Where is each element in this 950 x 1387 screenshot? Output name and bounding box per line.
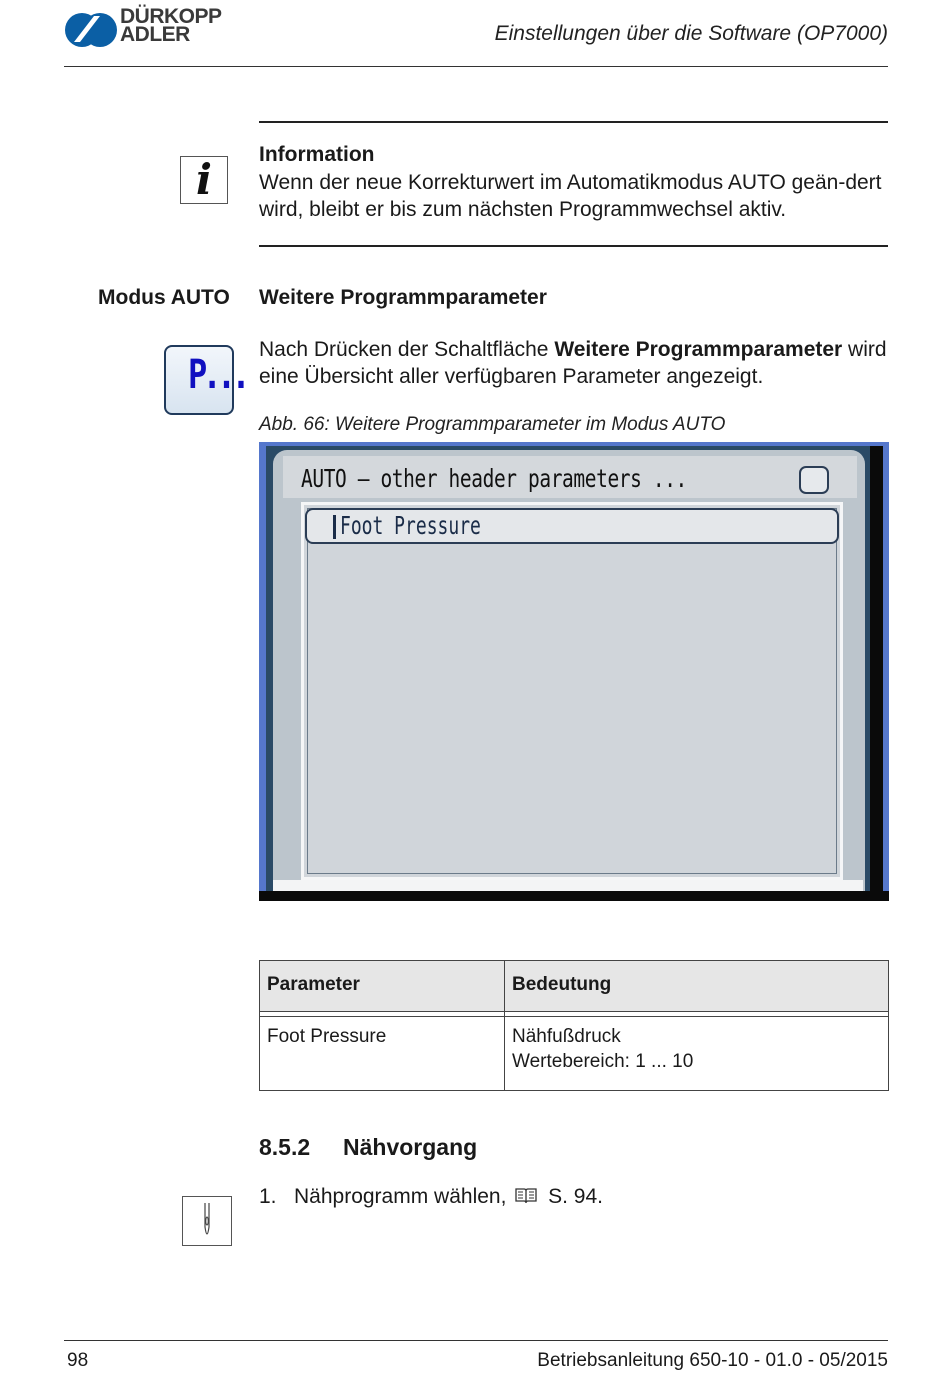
- step-number: 1.: [259, 1185, 277, 1208]
- step-text: Nähprogramm wählen,: [294, 1185, 507, 1208]
- footer-divider: [64, 1340, 888, 1341]
- panel-inner-border: [307, 508, 837, 874]
- cell-parameter: Foot Pressure: [260, 1017, 505, 1091]
- step-page-ref[interactable]: S. 94.: [548, 1185, 603, 1208]
- device-screen: [259, 442, 889, 901]
- logo-line-2: ADLER: [120, 23, 190, 46]
- screen-edge-left: [259, 442, 266, 901]
- needle-glyph-icon: [183, 1197, 231, 1245]
- info-icon: i: [180, 156, 228, 204]
- p-icon-label: P...: [188, 352, 246, 398]
- screen-edge-top: [259, 442, 889, 446]
- info-bottom-rule: [259, 245, 888, 247]
- screen-bottom-edge: [259, 891, 889, 901]
- logo-text: [120, 5, 222, 46]
- page-number: 98: [67, 1350, 89, 1371]
- parameter-list-panel: [301, 502, 843, 880]
- logo-line-1: DÜRKOPP: [120, 5, 222, 28]
- header-parameter: [260, 961, 505, 1012]
- step-1: [259, 1185, 603, 1209]
- brand-logo: [64, 5, 234, 49]
- table-row: [260, 1017, 889, 1091]
- para-text-2: wird eine Übersicht aller verfügbaren Parameter angezeigt.: [259, 338, 887, 388]
- header-bedeutung-label: Bedeutung: [512, 974, 612, 995]
- info-top-rule: [259, 121, 888, 123]
- needle-icon: [182, 1196, 232, 1246]
- section-heading: Weitere Programmparameter: [259, 286, 547, 309]
- para-text-1: Nach Drücken der Schaltfläche: [259, 338, 555, 361]
- screen-bottom-strip: [273, 880, 863, 891]
- figure-caption: Abb. 66: Weitere Programmparameter im Modus AUTO: [259, 414, 726, 435]
- more-parameters-button-icon: [164, 345, 246, 415]
- subsection-number: 8.5.2: [259, 1134, 311, 1160]
- table-header-row: [260, 961, 889, 1012]
- screen-title: AUTO – other header parameters ...: [301, 464, 687, 493]
- list-item-label: Foot Pressure: [340, 511, 481, 540]
- header-divider: [64, 66, 888, 67]
- header-parameter-label: Parameter: [267, 974, 360, 995]
- meaning-line-2: Wertebereich: 1 ... 10: [512, 1051, 694, 1072]
- book-reference-icon: [514, 1187, 538, 1205]
- cell-meaning: [505, 1017, 889, 1091]
- selection-cursor: [333, 515, 336, 539]
- parameter-table: [259, 960, 889, 1091]
- screen-bezel-dark: [870, 446, 883, 901]
- screen-edge-right: [883, 442, 889, 901]
- info-text: Wenn der neue Korrekturwert im Automatikmodus AUTO geän-dert wird, bleibt er bis zum nächsten Programmwechsel aktiv.: [259, 171, 882, 221]
- info-title: Information: [259, 143, 375, 166]
- chapter-title: Einstellungen über die Software (OP7000): [494, 22, 888, 45]
- screen-close-button[interactable]: [799, 466, 829, 494]
- side-label: Modus AUTO: [98, 286, 230, 309]
- logo-mark-icon: [64, 12, 118, 48]
- meaning-line-1: Nähfußdruck: [512, 1026, 621, 1047]
- subsection-title: Nähvorgang: [343, 1134, 478, 1160]
- para-bold: Weitere Programmparameter: [554, 338, 843, 361]
- header-bedeutung: [505, 961, 889, 1012]
- document-id: Betriebsanleitung 650-10 - 01.0 - 05/2015: [537, 1350, 888, 1371]
- section-paragraph: [259, 336, 889, 390]
